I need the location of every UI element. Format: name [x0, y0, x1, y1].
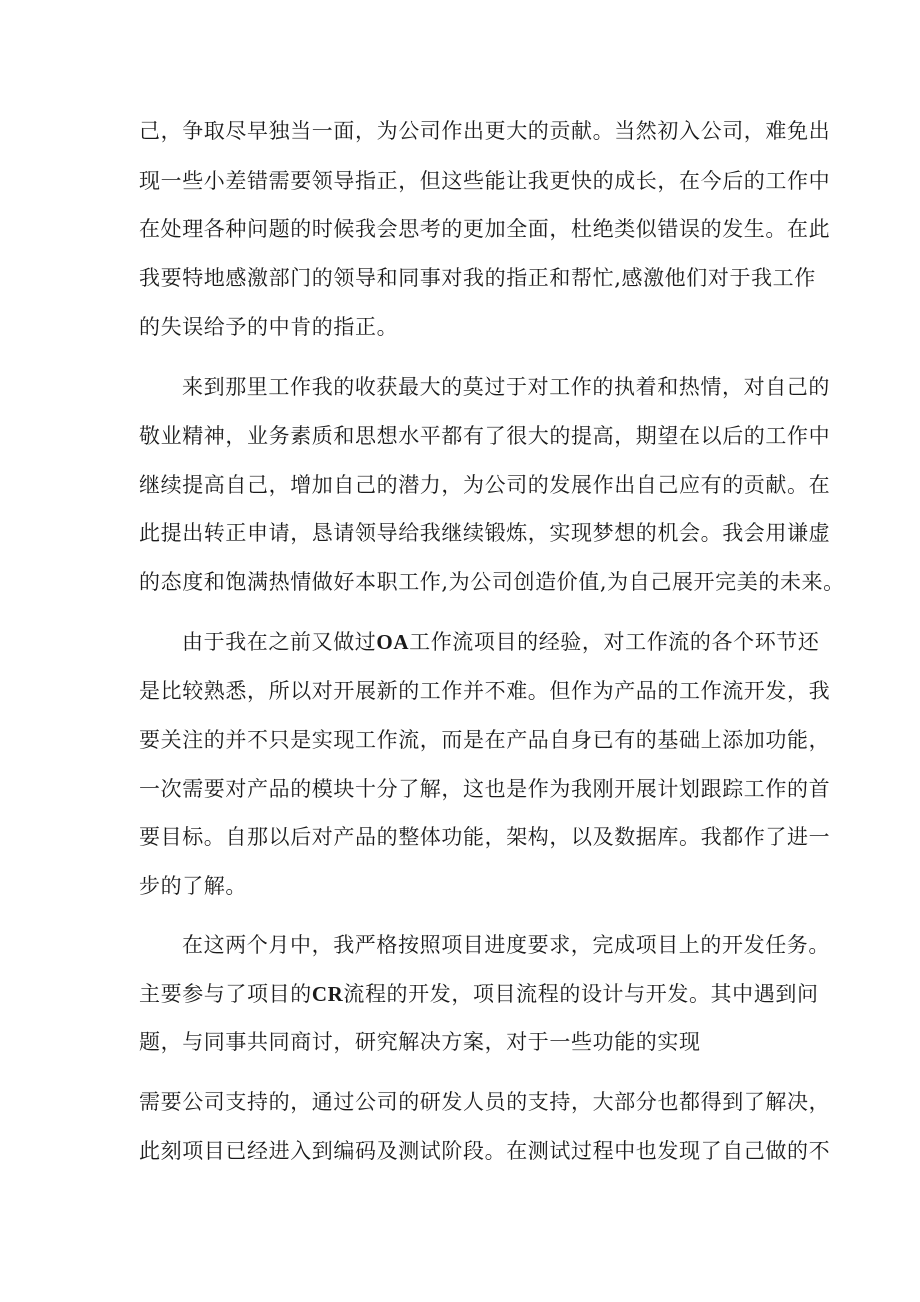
paragraph-line: 在这两个月中，我严格按照项目进度要求，完成项目上的开发任务。 — [182, 933, 830, 957]
cr-term: CR — [311, 982, 344, 1006]
paragraph-line: 我要特地感激部门的领导和同事对我的指正和帮忙,感激他们对于我工作 — [139, 266, 816, 290]
paragraph-line: 需要公司支持的，通过公司的研发人员的支持，大部分也都得到了解决， — [139, 1090, 831, 1114]
paragraph-line: 要目标。自那以后对产品的整体功能，架构，以及数据库。我都作了进一 — [139, 825, 831, 849]
line-text: 工作流项目的经验，对工作流的各个环节还 — [409, 630, 820, 654]
paragraph-line: 来到那里工作我的收获最大的莫过于对工作的执着和热情，对自己的 — [182, 375, 830, 399]
paragraph-line: 此刻项目已经进入到编码及测试阶段。在测试过程中也发现了自己做的不 — [139, 1139, 831, 1163]
line-text: 由于我在之前又做过 — [182, 630, 377, 654]
oa-term: OA — [376, 630, 410, 654]
line-text: 主要参与了项目的 — [139, 982, 312, 1006]
line-text: 流程的开发，项目流程的设计与开发。其中遇到问 — [343, 982, 819, 1006]
paragraph-line: 一次需要对产品的模块十分了解，这也是作为我刚开展计划跟踪工作的首 — [139, 777, 831, 801]
paragraph-line: 在处理各种问题的时候我会思考的更加全面，杜绝类似错误的发生。在此 — [139, 217, 831, 241]
paragraph-line: 题，与同事共同商讨，研究解决方案，对于一些功能的实现 — [139, 1030, 701, 1054]
paragraph-line: 是比较熟悉，所以对开展新的工作并不难。但作为产品的工作流开发，我 — [139, 679, 831, 703]
paragraph-line — [139, 979, 819, 1009]
paragraph-line: 敬业精神，业务素质和思想水平都有了很大的提高，期望在以后的工作中 — [139, 424, 831, 448]
paragraph-line: 要关注的并不只是实现工作流，而是在产品自身已有的基础上添加功能， — [139, 728, 831, 752]
paragraph-line: 己，争取尽早独当一面，为公司作出更大的贡献。当然初入公司，难免出 — [139, 119, 831, 143]
paragraph-line: 此提出转正申请，恳请领导给我继续锻炼，实现梦想的机会。我会用谦虚 — [139, 521, 831, 545]
paragraph-line — [182, 627, 820, 657]
paragraph-line: 现一些小差错需要领导指正，但这些能让我更快的成长，在今后的工作中 — [139, 169, 831, 193]
paragraph-line: 的失误给予的中肯的指正。 — [139, 315, 399, 339]
paragraph-line: 继续提高自己，增加自己的潜力，为公司的发展作出自己应有的贡献。在 — [139, 473, 831, 497]
paragraph-line: 步的了解。 — [139, 874, 247, 898]
paragraph-line: 的态度和饱满热情做好本职工作,为公司创造价值,为自己展开完美的未来。 — [139, 570, 845, 594]
